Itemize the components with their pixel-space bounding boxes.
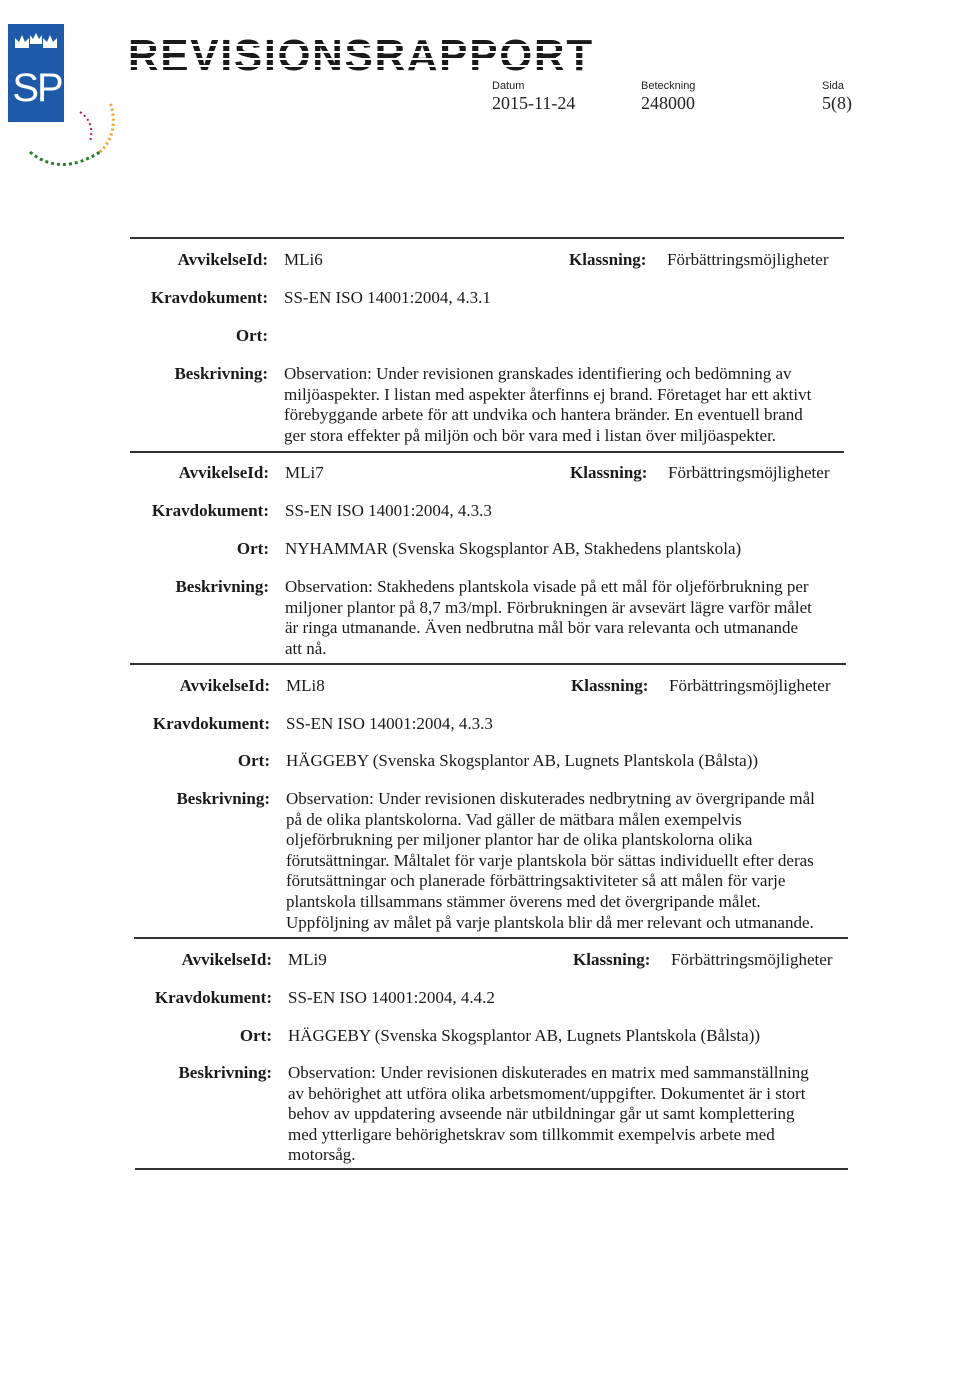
klassning-value: Förbättringsmöjligheter: [667, 250, 829, 269]
kravdokument-label: Kravdokument:: [152, 714, 270, 733]
avvikelse-id: MLi6: [284, 250, 323, 269]
beskrivning-line: att nå.: [285, 638, 327, 658]
klassning-value: Förbättringsmöjligheter: [669, 676, 831, 695]
divider: [130, 451, 844, 453]
beskrivning-label: Beskrivning:: [175, 577, 269, 596]
beskrivning-line: ger stora effekter på miljön och bör vara med i listan över miljöaspekter.: [284, 425, 777, 445]
kravdokument-value: SS-EN ISO 14001:2004, 4.4.2: [288, 988, 495, 1007]
report-title: [128, 32, 598, 74]
beskrivning-line: på de olika plantskolorna. Vad gäller de mätbara målen exempelvis: [286, 809, 742, 829]
kravdokument-value: SS-EN ISO 14001:2004, 4.3.3: [285, 501, 492, 520]
three-crowns-icon: [13, 32, 59, 50]
datum-label: Datum: [492, 80, 525, 92]
sida-value: 5(8): [822, 93, 852, 113]
ort-label: Ort:: [239, 1026, 272, 1045]
beskrivning-line: förebyggande arbete för att undvika och hantera bränder. En eventuell brand: [284, 405, 803, 425]
beskrivning-label: Beskrivning:: [174, 364, 268, 383]
beskrivning-label: Beskrivning:: [176, 789, 270, 808]
kravdokument-label: Kravdokument:: [151, 501, 269, 520]
beskrivning-line: förutsättningar. Måltalet för varje plantskola bör sättas individuellt efter deras: [286, 850, 814, 870]
ort-label: Ort:: [236, 539, 269, 558]
divider: [130, 237, 844, 239]
sp-logo: [8, 22, 128, 162]
beskrivning-line: med ytterligare behörighetskrav som tillkommit exempelvis arbete med: [288, 1124, 775, 1144]
beskrivning-text: [286, 789, 846, 933]
kravdokument-value: SS-EN ISO 14001:2004, 4.3.1: [284, 288, 491, 307]
science-partner-ring-icon: [20, 82, 130, 172]
beskrivning-line: Observation: Under revisionen diskuterades nedbrytning av övergripande mål: [286, 789, 815, 808]
beskrivning-line: plantskola tillsammans stämmer överens med det övergripande målet.: [286, 891, 761, 911]
beskrivning-line: oljeförbrukning per miljoner plantor har de olika plantskolorna olika: [286, 830, 753, 850]
klassning-label: Klassning:: [569, 250, 647, 269]
divider: [135, 1168, 848, 1170]
avvikelse-id: MLi8: [286, 676, 325, 695]
divider: [134, 937, 848, 939]
klassning-label: Klassning:: [573, 950, 651, 969]
klassning-value: Förbättringsmöjligheter: [671, 950, 833, 969]
beskrivning-line: miljöaspekter. I listan med aspekter återfinns ej brand. Företaget har ett aktivt: [284, 384, 812, 404]
klassning-label: Klassning:: [570, 463, 648, 482]
beskrivning-line: motorsåg.: [288, 1145, 356, 1165]
avvikelse-label: AvvikelseId:: [181, 950, 272, 969]
beskrivning-line: Observation: Under revisionen diskuterades en matrix med sammanställning: [288, 1063, 809, 1082]
ort-value: HÄGGEBY (Svenska Skogsplantor AB, Lugnets Plantskola (Bålsta)): [288, 1026, 761, 1045]
beskrivning-text: [285, 577, 845, 659]
avvikelse-label: AvvikelseId:: [179, 676, 270, 695]
ort-label: Ort:: [237, 751, 270, 770]
beskrivning-label: Beskrivning:: [178, 1063, 272, 1082]
logo-sp-text: SP: [12, 66, 62, 110]
beskrivning-line: Uppföljning av målet på varje plantskola blir då mer relevant och utmanande.: [286, 912, 814, 932]
beskrivning-line: Observation: Stakhedens plantskola visade på ett mål för oljeförbrukning per: [285, 577, 809, 596]
ort-value: NYHAMMAR (Svenska Skogsplantor AB, Stakhedens plantskola): [285, 539, 742, 558]
klassning-value: Förbättringsmöjligheter: [668, 463, 830, 482]
klassning-label: Klassning:: [571, 676, 649, 695]
beskrivning-line: Observation: Under revisionen granskades identifiering och bedömning av: [284, 364, 792, 383]
kravdokument-label: Kravdokument:: [150, 288, 268, 307]
kravdokument-label: Kravdokument:: [154, 988, 272, 1007]
beskrivning-text: [288, 1063, 848, 1166]
beteckning-value: 248000: [641, 93, 695, 113]
kravdokument-value: SS-EN ISO 14001:2004, 4.3.3: [286, 714, 493, 733]
ort-value: HÄGGEBY (Svenska Skogsplantor AB, Lugnets Plantskola (Bålsta)): [286, 751, 759, 770]
divider: [130, 663, 846, 665]
svg-text:REVISIONSRAPPORT: REVISIONSRAPPORT: [128, 32, 594, 74]
beskrivning-line: miljoner plantor på 8,7 m3/mpl. Förbrukningen är avsevärt lägre varför målet: [285, 597, 812, 617]
sida-label: Sida: [822, 80, 845, 92]
beskrivning-line: är ringa utmanande. Även nedbrutna mål bör vara relevanta och utmanande: [285, 618, 799, 638]
avvikelse-label: AvvikelseId:: [177, 250, 268, 269]
avvikelse-label: AvvikelseId:: [178, 463, 269, 482]
avvikelse-id: MLi7: [285, 463, 324, 482]
beskrivning-line: förutsättningar och planerade förbättringsaktiviteter så att målen för varje: [286, 871, 786, 891]
beskrivning-text: [284, 364, 844, 446]
ort-label: Ort:: [235, 326, 268, 345]
beskrivning-line: av behörighet att utföra olika arbetsmoment/uppgifter. Dokumentet är i stort: [288, 1083, 806, 1103]
beskrivning-line: behov av uppdatering avseende när utbildningar går ut samt komplettering: [288, 1104, 795, 1124]
avvikelse-id: MLi9: [288, 950, 327, 969]
datum-value: 2015-11-24: [492, 93, 576, 113]
beteckning-label: Beteckning: [641, 80, 696, 92]
